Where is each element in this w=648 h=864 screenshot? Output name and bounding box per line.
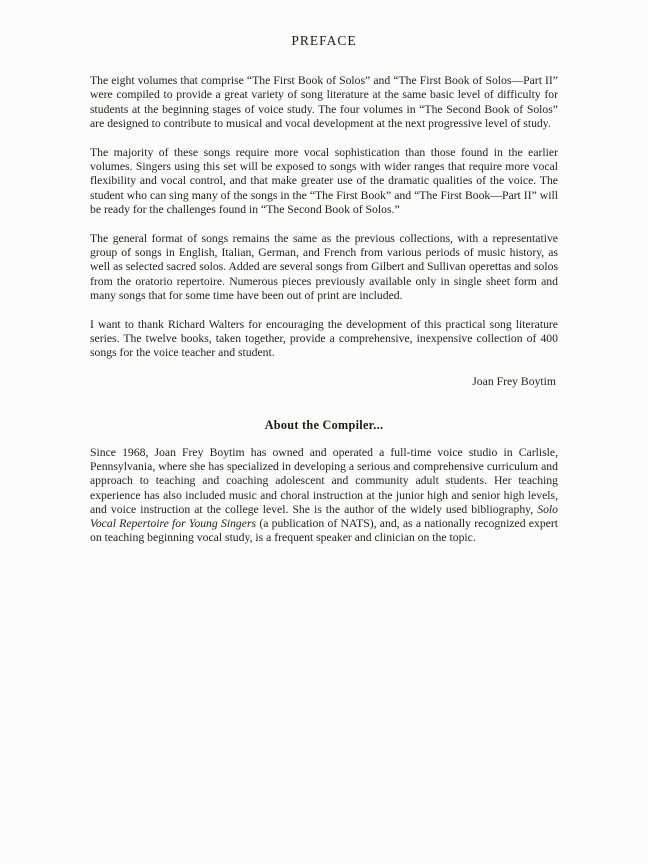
about-text-after-book-title: (a publication of NATS), and, as a nationally recognized expert on teaching beginning vocal study, is a frequent speaker and clinician on the topic. — [90, 517, 559, 545]
preface-paragraph-4: I want to thank Richard Walters for encouraging the development of this practical song literature series. The twelve books, taken together, provide a comprehensive, inexpensive collection of 400 songs for the voice teacher and student. — [90, 317, 558, 360]
about-paragraph — [90, 446, 558, 546]
page-body — [90, 74, 558, 560]
section-title-about-the-compiler: About the Compiler... — [264, 418, 384, 433]
about-text-before-book-title: Since 1968, Joan Frey Boytim has owned and operated a full-time voice studio in Carlisle, Pennsylvania, where she has specialized in developing a serious and comprehensive curriculum and approach to teaching and coaching adolescent and community adult students. Her teaching experience has also included music and choral instruction at the junior high and senior high levels, and voice instruction at the college level. She is the author of the widely used bibliography, — [90, 445, 558, 516]
book-title-italic: Solo Vocal Repertoire for Young Singers — [90, 502, 558, 531]
page-title: PREFACE — [291, 33, 357, 48]
signature: Joan Frey Boytim — [472, 375, 556, 389]
preface-paragraph-3: The general format of songs remains the same as the previous collections, with a representative group of songs in English, Italian, German, and French from various periods of music history, as well as selected sacred solos. Added are several songs from Gilbert and Sullivan operettas and solos from the oratorio repertoire. Numerous pieces previously available only in single sheet form and many songs that for some time have been out of print are included. — [90, 231, 558, 302]
preface-paragraph-1: The eight volumes that comprise “The First Book of Solos” and “The First Book of Solos—Part II” were compiled to provide a great variety of song literature at the same basic level of difficulty for students at the beginning stages of voice study. The four volumes in “The Second Book of Solos” are designed to contribute to musical and vocal development at the next progressive level of study. — [90, 74, 558, 130]
preface-paragraph-2: The majority of these songs require more vocal sophistication than those found in the earlier volumes. Singers using this set will be exposed to songs with wider ranges that require more vocal flexibility and vocal control, and that make greater use of the dramatic qualities of the voice. The student who can sing many of the songs in the “The First Book” and “The First Book—Part II” will be ready for the challenges found in “The Second Book of Solos.” — [90, 145, 558, 216]
